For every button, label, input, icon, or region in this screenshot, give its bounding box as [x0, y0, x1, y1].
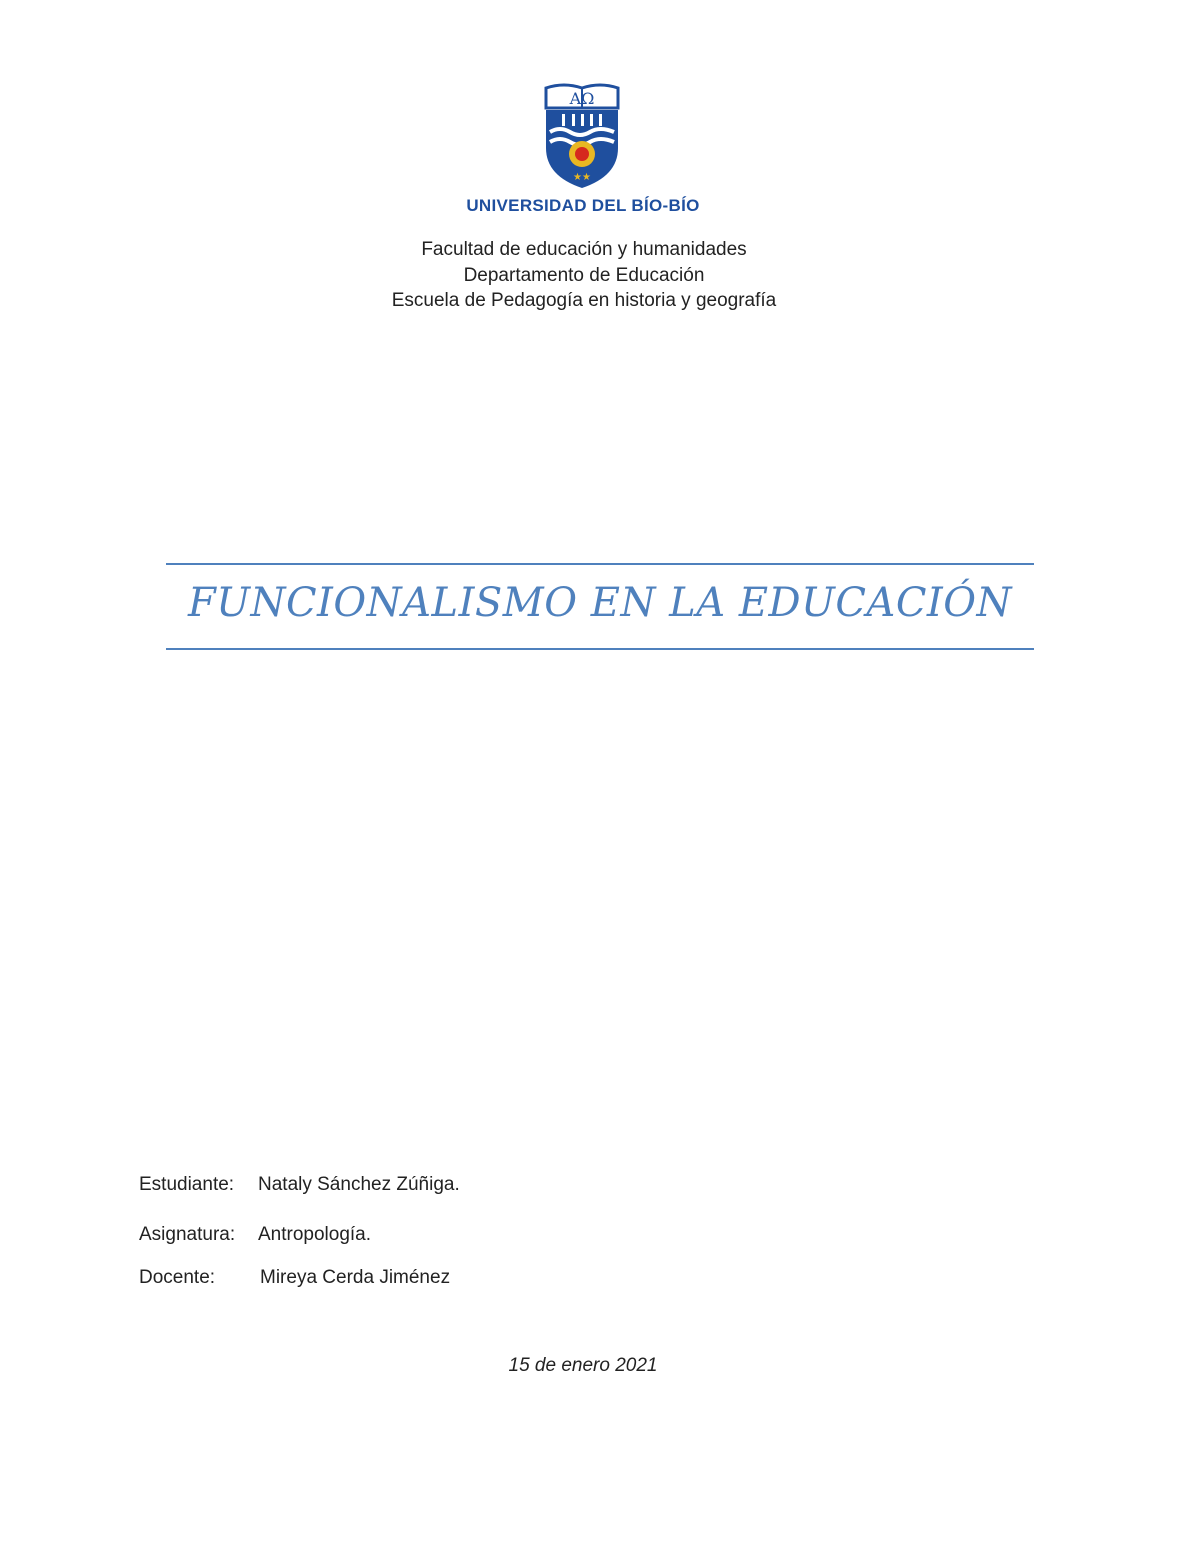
svg-text:★★: ★★	[573, 172, 591, 183]
student-value: Nataly Sánchez Zúñiga.	[258, 1174, 460, 1195]
university-name: UNIVERSIDAD DEL BÍO-BÍO	[466, 196, 700, 215]
title-bottom-rule	[166, 648, 1034, 650]
document-title: FUNCIONALISMO EN LA EDUCACIÓN	[187, 580, 1013, 626]
student-row	[139, 1174, 460, 1196]
faculty-name: Facultad de educación y humanidades	[421, 239, 747, 260]
teacher-label: Docente:	[139, 1267, 216, 1288]
faculty-header	[0, 237, 1168, 314]
school-name: Escuela de Pedagogía en historia y geografía	[391, 290, 777, 311]
department-name: Departamento de Educación	[463, 264, 705, 286]
document-date: 15 de enero 2021	[508, 1355, 658, 1376]
teacher-row	[139, 1267, 451, 1289]
subject-row	[139, 1224, 372, 1246]
title-top-rule	[166, 563, 1034, 565]
alpha-omega-glyphs: ΑΩ	[569, 89, 595, 108]
teacher-value: Mireya Cerda Jiménez	[260, 1267, 451, 1288]
subject-label: Asignatura:	[139, 1224, 236, 1245]
student-label: Estudiante:	[139, 1174, 235, 1195]
university-crest-logo	[540, 80, 624, 192]
subject-value: Antropología.	[258, 1224, 372, 1245]
